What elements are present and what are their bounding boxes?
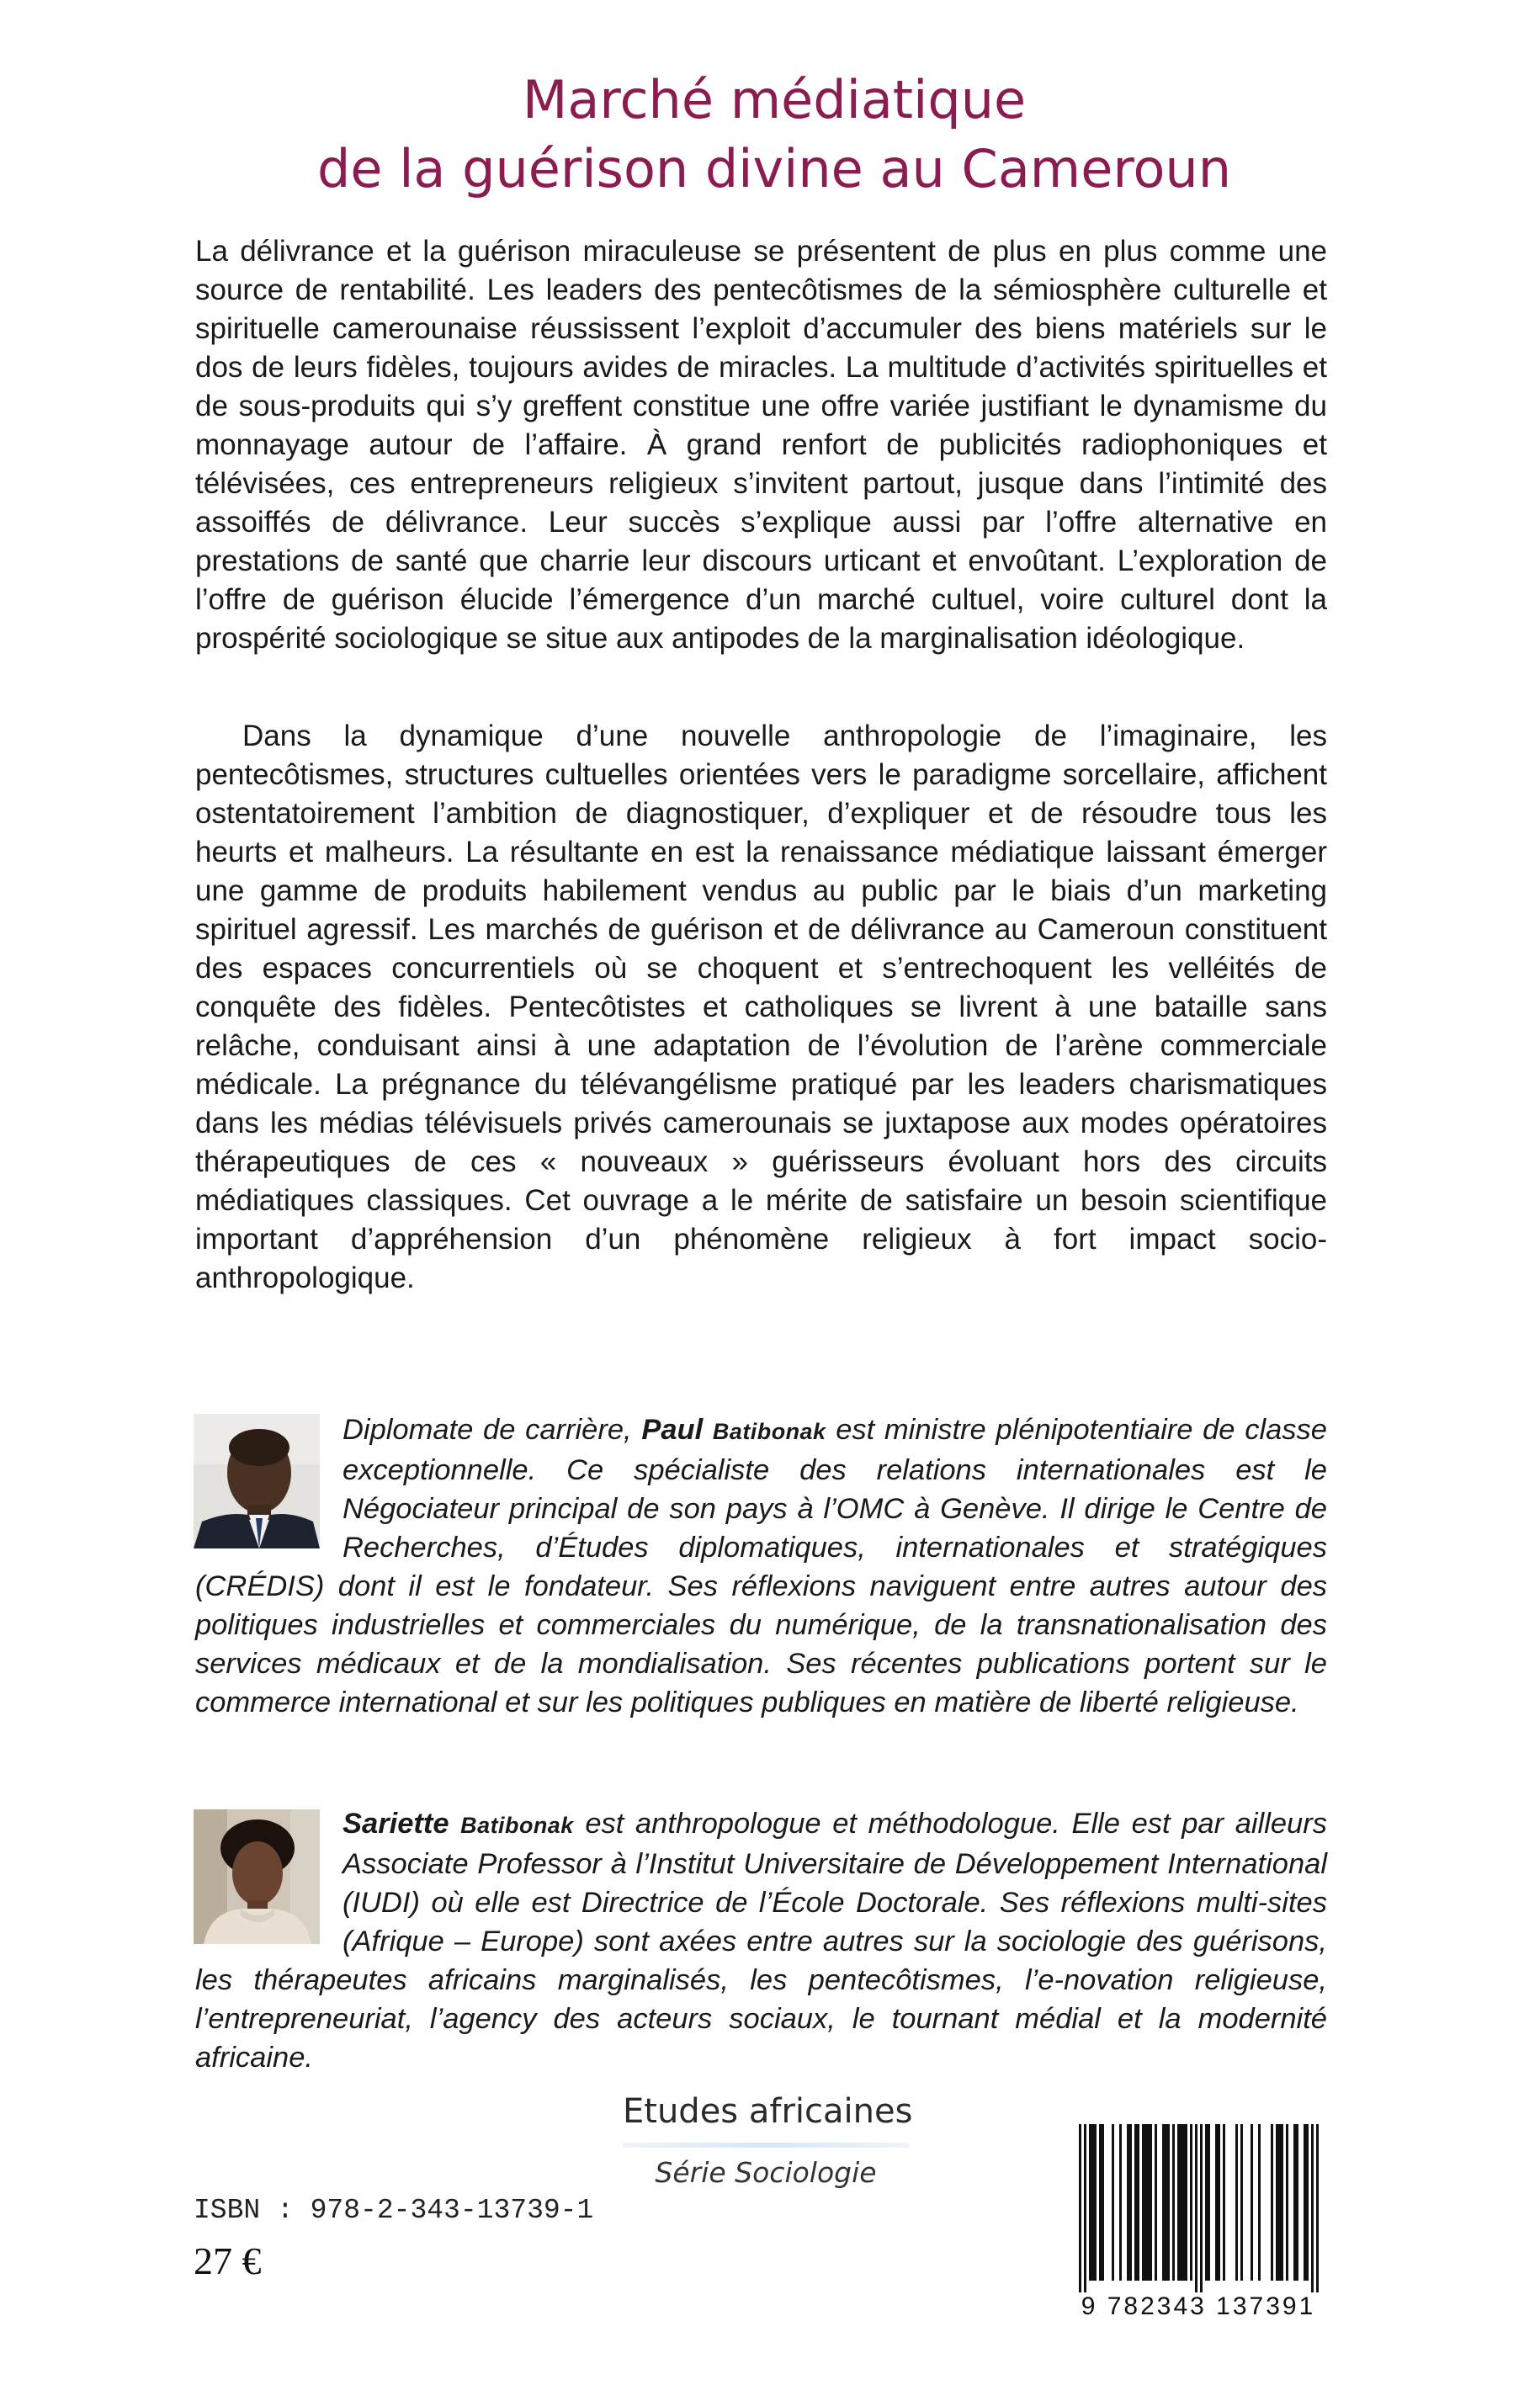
barcode-bar <box>1271 2124 1273 2281</box>
barcode-bar <box>1177 2124 1180 2281</box>
barcode-bar <box>1195 2124 1197 2292</box>
barcode-bar <box>1205 2124 1208 2281</box>
barcode-bar <box>1099 2124 1102 2281</box>
author-bio-sariette-text: est anthropologue et méthodologue. Elle est par ailleurs Associate Professor à l’Institut Universitaire de Développement International (IUDI) où elle est Directrice de l’École Doctorale. Ses réflexions multi-sites (Afrique – Europe) sont axées entre autres sur la sociologie des guérisons, les thérapeutes africains marginalisés, les pentecôtismes, l’e-novation religieuse, l’entrepreneuriat, l’agency des acteurs sociaux, le tournant médial et la modernité africaine. <box>195 1808 1327 2074</box>
barcode-bar <box>1235 2124 1238 2281</box>
barcode-bar <box>1155 2124 1157 2281</box>
barcode-bar <box>1084 2124 1086 2292</box>
barcode-bar <box>1127 2124 1129 2281</box>
barcode-bar <box>1258 2124 1261 2281</box>
author-bio-paul <box>195 1410 1327 1722</box>
barcode-bar <box>1278 2124 1281 2281</box>
author-first-name-sariette: Sariette <box>343 1808 461 1840</box>
isbn: ISBN : 978-2-343-13739-1 <box>194 2195 594 2226</box>
barcode-bar <box>1134 2124 1137 2281</box>
barcode-bar <box>1304 2124 1306 2281</box>
barcode-bar <box>1102 2124 1104 2281</box>
barcode-bar <box>1208 2124 1210 2281</box>
series-title: Etudes africaines <box>623 2092 913 2131</box>
author-bio-sariette <box>195 1804 1327 2077</box>
book-title-line-1: Marché médiatique <box>522 69 1027 130</box>
author-last-name-sariette: Batibonak <box>460 1813 574 1838</box>
barcode-graphic <box>1065 2119 1331 2321</box>
barcode-bar <box>1091 2124 1094 2281</box>
barcode-bar <box>1144 2124 1147 2281</box>
author-last-name-paul: Batibonak <box>712 1419 826 1444</box>
barcode-bar <box>1165 2124 1167 2281</box>
barcode-bar <box>1306 2124 1309 2281</box>
barcode-bar <box>1281 2124 1283 2281</box>
barcode-bar <box>1142 2124 1144 2281</box>
barcode-bar <box>1311 2124 1314 2292</box>
barcode-bar <box>1223 2124 1225 2281</box>
barcode-bar <box>1112 2124 1114 2281</box>
barcode-bar <box>1200 2124 1203 2292</box>
barcode-bar <box>1190 2124 1192 2281</box>
barcode-bar <box>1185 2124 1187 2281</box>
description-paragraph-1: La délivrance et la guérison miraculeuse se présentent de plus en plus comme une source de rentabilité. Les leaders des pentecôtismes de la sémiosphère culturelle et spirituelle camerounaise réussissent l’exploit d’accumuler des biens matériels sur le dos de leurs fidèles, toujours avides de miracles. La multitude d’activités spirituelles et de sous-produits qui s’y greffent constitue une offre variée justifiant le dynamisme du monnayage autour de l’affaire. À grand renfort de publicités radiophoniques et télévisées, ces entrepreneurs religieux s’invitent partout, jusque dans l’intimité des assoiffés de délivrance. Leur succès s’explique aussi par l’offre alternative en prestations de santé que charrie leur discours urticant et envoûtant. L’exploration de l’offre de guérison élucide l’émergence d’un marché cultuel, voire culturel dont la prospérité sociologique se situe aux antipodes de la marginalisation idéologique. <box>195 235 1327 655</box>
book-title <box>194 66 1355 204</box>
barcode-bar <box>1316 2124 1319 2292</box>
price: 27 € <box>194 2239 262 2282</box>
author-bio-paul-text: est ministre plénipotentiaire de classe exceptionnelle. Ce spécialiste des relations internationales est le Négociateur principal de son pays à l’OMC à Genève. Il dirige le Centre de Recherches, d’Études diplomatiques, internationales et stratégiques (CRÉDIS) dont il est le fondateur. Ses réflexions naviguent entre autres autour des politiques industrielles et commerciales du numérique, de la transnationalisation des services médicaux et de la mondialisation. Ses récentes publications portent sur le commerce international et sur les politiques publiques en matière de liberté religieuse. <box>195 1414 1327 1718</box>
series-subtitle: Série Sociologie <box>655 2156 877 2189</box>
barcode-bar <box>1276 2124 1278 2281</box>
author-bio-paul-intro: Diplomate de carrière, <box>343 1414 642 1446</box>
barcode-bar <box>1293 2124 1296 2281</box>
barcode-bar <box>1137 2124 1139 2281</box>
barcode-bar <box>1089 2124 1091 2281</box>
barcode-bar <box>1094 2124 1097 2281</box>
barcode-bar <box>1251 2124 1253 2281</box>
description-paragraph-2: Dans la dynamique d’une nouvelle anthropologie de l’imaginaire, les pentecôtismes, structures cultuelles orientées vers le paradigme sorcellaire, affichent ostentatoirement l’ambition de diagnostiquer, d’expliquer et de résoudre tous les heurts et malheurs. La résultante en est la renaissance médiatique laissant émerger une gamme de produits habilement vendus au public par le biais d’un marketing spirituel agressif. Les marchés de guérison et de délivrance au Cameroun constituent des espaces concurrentiels où se choquent et s’entrechoquent les velléités de conquête des fidèles. Pentecôtistes et catholiques se livrent à une bataille sans relâche, conduisant ainsi à une adaptation de l’évolution de l’arène commerciale médicale. La prégnance du télévangélisme pratiqué par les leaders charismatiques dans les médias télévisuels privés camerounais se juxtapose aux modes opératoires thérapeutiques de ces « nouveaux » guérisseurs évoluant hors des circuits médiatiques classiques. Cet ouvrage a le mérite de satisfaire un besoin scientifique important d’appréhension d’un phénomène religieux à fort impact socio-anthropologique. <box>195 720 1327 1294</box>
author-first-name-paul: Paul <box>641 1414 713 1446</box>
barcode-bar <box>1172 2124 1175 2281</box>
barcode <box>1065 2119 1331 2321</box>
barcode-bar <box>1079 2124 1081 2292</box>
barcode-bar <box>1240 2124 1243 2281</box>
barcode-bar <box>1182 2124 1185 2281</box>
barcode-bar <box>1162 2124 1165 2281</box>
barcode-bar <box>1147 2124 1150 2281</box>
barcode-bar <box>1150 2124 1152 2281</box>
barcode-bar <box>1129 2124 1132 2281</box>
barcode-bar <box>1167 2124 1170 2281</box>
barcode-bar <box>1180 2124 1182 2281</box>
barcode-bar <box>1218 2124 1220 2281</box>
barcode-bar <box>1286 2124 1288 2281</box>
barcode-bar <box>1119 2124 1122 2281</box>
barcode-digits: 9 782343 137391 <box>1081 2292 1316 2320</box>
barcode-bar <box>1215 2124 1218 2281</box>
book-title-line-2: de la guérison divine au Cameroun <box>317 138 1231 199</box>
barcode-bar <box>1296 2124 1298 2281</box>
series-divider <box>623 2143 909 2148</box>
